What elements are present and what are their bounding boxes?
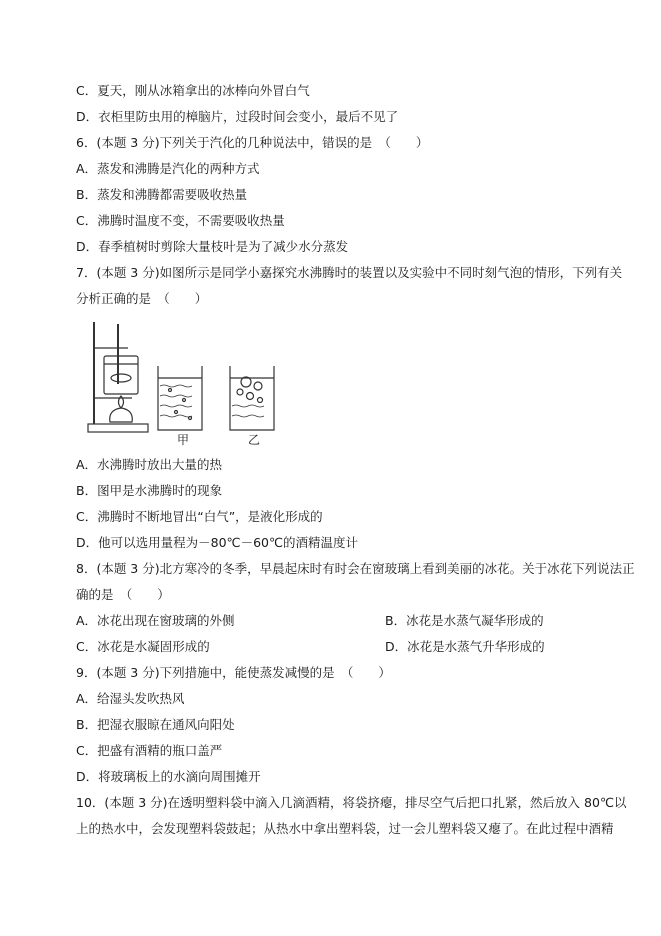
option-row — [76, 613, 544, 629]
question-8-stem: 8．(本题 3 分)北方寒冷的冬季，早晨起床时有时会在窗玻璃上看到美丽的冰花。关于冰花下列说法正 — [76, 561, 635, 576]
alcohol-lamp — [110, 408, 133, 422]
text-line: C．夏天，刚从冰箱拿出的冰棒向外冒白气 — [76, 83, 310, 98]
question-7-stem-cont: 分析正确的是 （ ） — [76, 291, 208, 306]
option-line: D．春季植树时剪除大量枝叶是为了减少水分蒸发 — [76, 239, 349, 254]
heated-water — [111, 374, 131, 382]
question-10-stem-cont: 上的热水中，会发现塑料袋鼓起；从热水中拿出塑料袋，过一会儿塑料袋又瘪了。在此过程中酒精 — [76, 821, 614, 836]
question-7-stem: 7．(本题 3 分)如图所示是同学小嘉探究水沸腾时的装置以及实验中不同时刻气泡的情形，下列有关 — [76, 265, 623, 280]
bubble-large — [247, 393, 254, 400]
bubble — [183, 399, 186, 402]
experiment-figure — [80, 318, 280, 448]
bubble-large — [254, 382, 262, 390]
question-8-stem-cont: 确的是 （ ） — [76, 587, 170, 602]
option-row — [76, 639, 596, 655]
water-yi — [232, 405, 264, 417]
question-9-stem: 9．(本题 3 分)下列措施中，能使蒸发减慢的是 （ ） — [76, 665, 391, 680]
experiment-figure-svg — [80, 318, 280, 448]
option-d: D．冰花是水蒸气升华形成的 — [385, 639, 545, 654]
text-line: D．衣柜里防虫用的樟脑片，过段时间会变小，最后不见了 — [76, 109, 399, 124]
option-a: A．冰花出现在窗玻璃的外侧 — [76, 613, 235, 628]
option-line: C．把盛有酒精的瓶口盖严 — [76, 743, 223, 758]
question-10-stem: 10．(本题 3 分)在透明塑料袋中滴入几滴酒精，将袋挤瘪，排尽空气后把口扎紧，然后放入 80℃以 — [76, 795, 627, 810]
bubble — [175, 411, 178, 414]
bubble — [169, 389, 172, 392]
bubble-large — [237, 389, 243, 395]
option-line: C．沸腾时不断地冒出“白气”，是液化形成的 — [76, 509, 323, 524]
option-line: D．将玻璃板上的水滴向周围摊开 — [76, 769, 261, 784]
question-6-stem: 6．(本题 3 分)下列关于汽化的几种说法中，错误的是 （ ） — [76, 135, 429, 150]
option-b: B．冰花是水蒸气凝华形成的 — [385, 613, 544, 628]
bubble-large — [258, 398, 263, 403]
label-jia: 甲 — [177, 433, 190, 447]
option-line: B．蒸发和沸腾都需要吸收热量 — [76, 187, 248, 202]
option-line: A．给湿头发吹热风 — [76, 691, 185, 706]
stand-beaker — [104, 356, 138, 394]
stand-base — [88, 424, 148, 432]
beaker-jia — [158, 366, 202, 430]
bubble — [189, 417, 192, 420]
label-yi: 乙 — [248, 433, 261, 447]
option-line: C．沸腾时温度不变，不需要吸收热量 — [76, 213, 285, 228]
option-line: D．他可以选用量程为－80℃－60℃的酒精温度计 — [76, 535, 359, 550]
option-line: A．水沸腾时放出大量的热 — [76, 457, 223, 472]
water-jia — [160, 385, 192, 417]
option-c: C．冰花是水凝固形成的 — [76, 639, 210, 654]
option-line: A．蒸发和沸腾是汽化的两种方式 — [76, 161, 260, 176]
beaker-yi — [230, 366, 274, 430]
option-line: B．把湿衣服晾在通风向阳处 — [76, 717, 235, 732]
option-line: B．图甲是水沸腾时的现象 — [76, 483, 223, 498]
